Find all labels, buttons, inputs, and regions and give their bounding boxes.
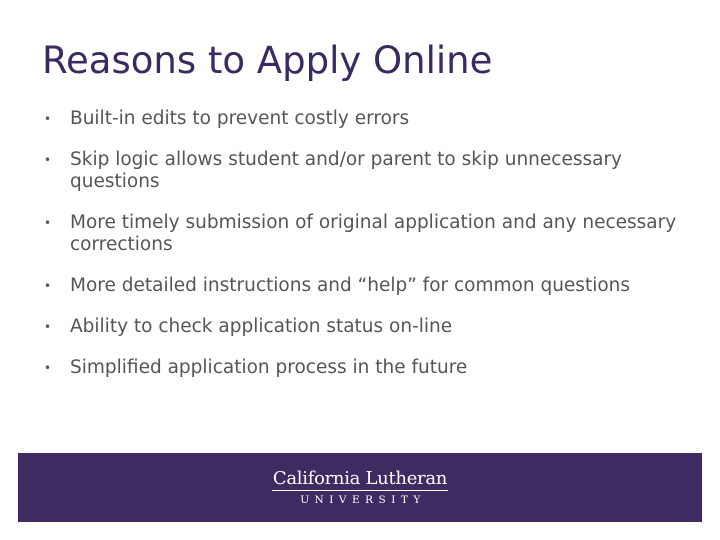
bullet-list — [40, 108, 690, 398]
bullet-text: Simplified application process in the future — [70, 357, 468, 378]
logo-wordmark: California Lutheran — [272, 468, 448, 489]
bullet-item — [40, 149, 690, 193]
bullet-item — [40, 357, 690, 379]
bullet-text: More detailed instructions and “help” for common questions — [70, 275, 631, 296]
bullet-text: Ability to check application status on-line — [70, 316, 453, 337]
bullet-icon: • — [44, 361, 52, 375]
logo-subtitle: UNIVERSITY — [300, 494, 426, 506]
bullet-text: Skip logic allows student and/or parent to skip unnecessary questions — [70, 149, 623, 192]
bullet-icon: • — [44, 320, 52, 334]
footer-band — [18, 453, 702, 522]
university-logo — [18, 469, 702, 506]
bullet-icon: • — [44, 112, 52, 126]
bullet-text: More timely submission of original application and any necessary corrections — [70, 212, 677, 255]
bullet-text: Built-in edits to prevent costly errors — [70, 108, 410, 129]
slide-title: Reasons to Apply Online — [42, 39, 493, 82]
bullet-item — [40, 275, 690, 297]
bullet-item — [40, 212, 690, 256]
bullet-item — [40, 108, 690, 130]
bullet-icon: • — [44, 279, 52, 293]
bullet-icon: • — [44, 153, 52, 167]
bullet-item — [40, 316, 690, 338]
bullet-icon: • — [44, 216, 52, 230]
